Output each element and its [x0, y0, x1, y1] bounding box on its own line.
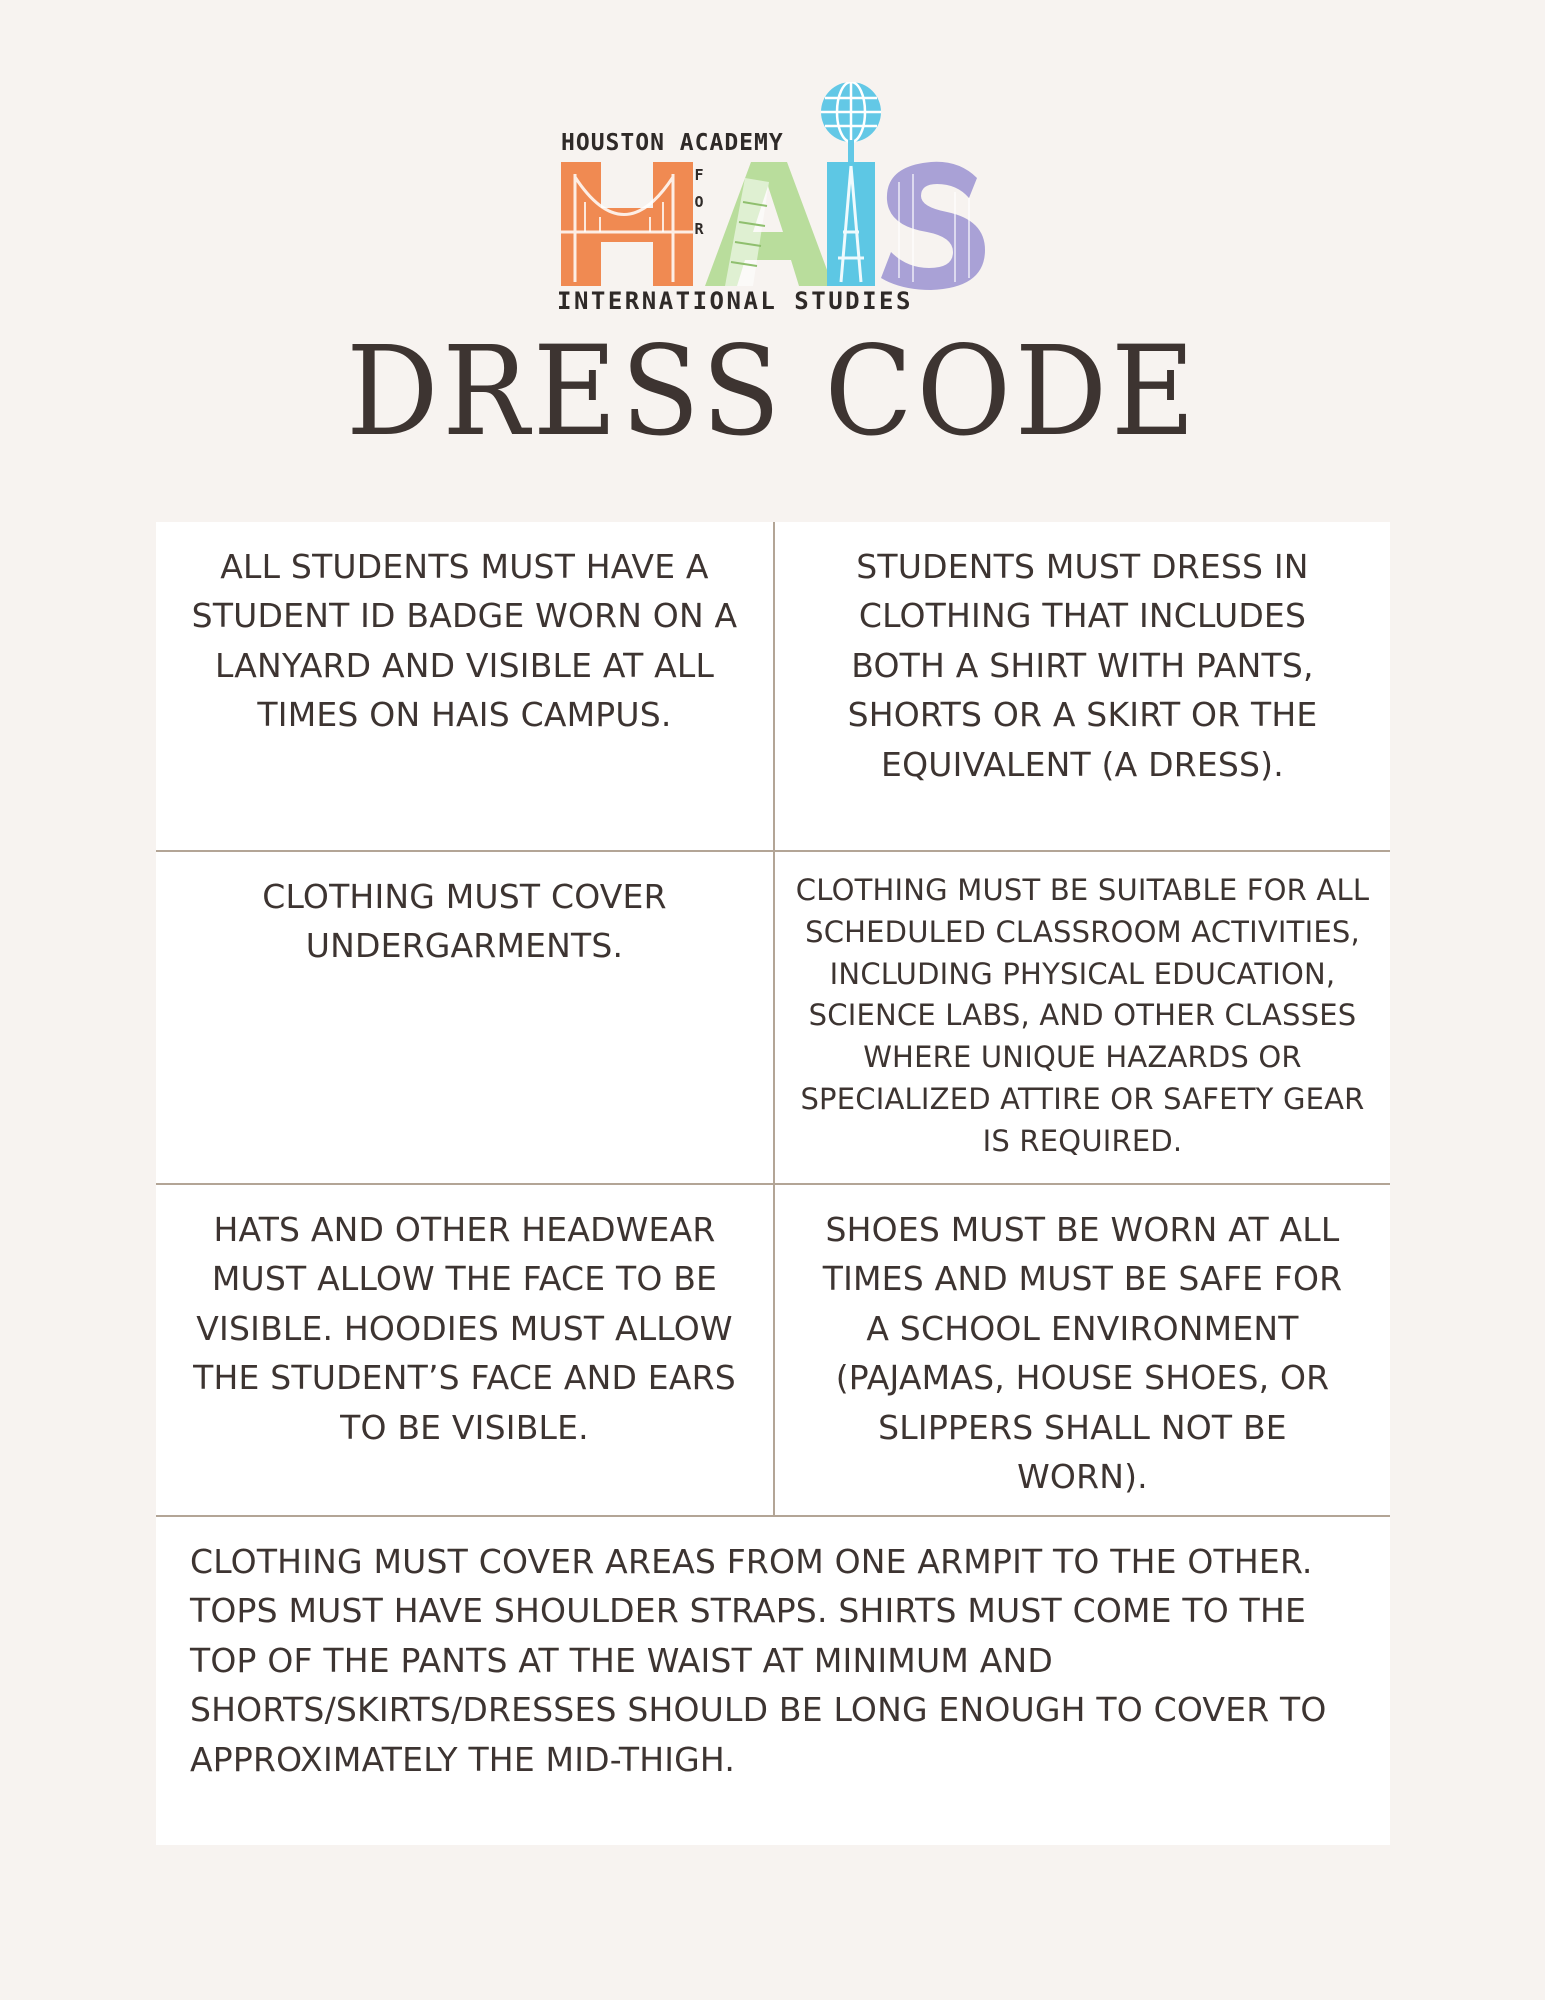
rule-shoes: SHOES MUST BE WORN AT ALL TIMES AND MUST BE SAFE FOR A SCHOOL ENVIRONMENT (PAJAMAS, HOUSE SHOES, OR SLIPPERS SHALL NOT BE WORN).	[822, 1210, 1343, 1497]
logo-for-letter-o: O	[694, 193, 704, 211]
dress-code-rules-table	[156, 522, 1390, 1845]
logo-top-text: HOUSTON ACADEMY	[561, 130, 784, 156]
rule-suitable-for-activities: CLOTHING MUST BE SUITABLE FOR ALL SCHEDULED CLASSROOM ACTIVITIES, INCLUDING PHYSICAL EDUCATION, SCIENCE LABS, AND OTHER CLASSES WHERE UNIQUE HAZARDS OR SPECIALIZED ATTIRE OR SAFETY GEAR IS REQUIRED.	[795, 873, 1370, 1158]
logo-letter-i	[827, 162, 875, 286]
rule-id-badge: ALL STUDENTS MUST HAVE A STUDENT ID BADGE WORN ON A LANYARD AND VISIBLE AT ALL TIMES ON HAIS CAMPUS.	[191, 547, 738, 735]
logo-letter-s	[881, 162, 985, 290]
logo-for-letter-f: F	[694, 166, 704, 184]
rule-coverage-length: CLOTHING MUST COVER AREAS FROM ONE ARMPIT TO THE OTHER. TOPS MUST HAVE SHOULDER STRAPS. SHIRTS MUST COME TO THE TOP OF THE PANTS AT THE WAIST AT MINIMUM AND SHORTS/SKIRTS/DRESSES SHOULD BE LONG ENOUGH TO COVER TO APPROXIMATELY THE MID-THIGH.	[190, 1542, 1327, 1779]
logo-for-text	[689, 162, 709, 243]
rule-shirt-and-bottoms: STUDENTS MUST DRESS IN CLOTHING THAT INCLUDES BOTH A SHIRT WITH PANTS, SHORTS OR A SKIRT OR THE EQUIVALENT (A DRESS).	[847, 547, 1318, 784]
rule-headwear-hoodies: HATS AND OTHER HEADWEAR MUST ALLOW THE FACE TO BE VISIBLE. HOODIES MUST ALLOW THE STUDENT’S FACE AND EARS TO BE VISIBLE.	[193, 1210, 736, 1447]
hais-logo-graphic	[555, 82, 995, 322]
page-title: DRESS CODE	[346, 320, 1199, 464]
rule-cover-undergarments: CLOTHING MUST COVER UNDERGARMENTS.	[262, 877, 667, 966]
logo-bottom-text: INTERNATIONAL STUDIES	[557, 287, 913, 315]
globe-icon	[821, 82, 881, 162]
logo-letter-h	[561, 162, 693, 286]
logo-letter-a	[705, 162, 833, 286]
school-logo	[555, 82, 995, 322]
logo-for-letter-r: R	[694, 220, 704, 238]
